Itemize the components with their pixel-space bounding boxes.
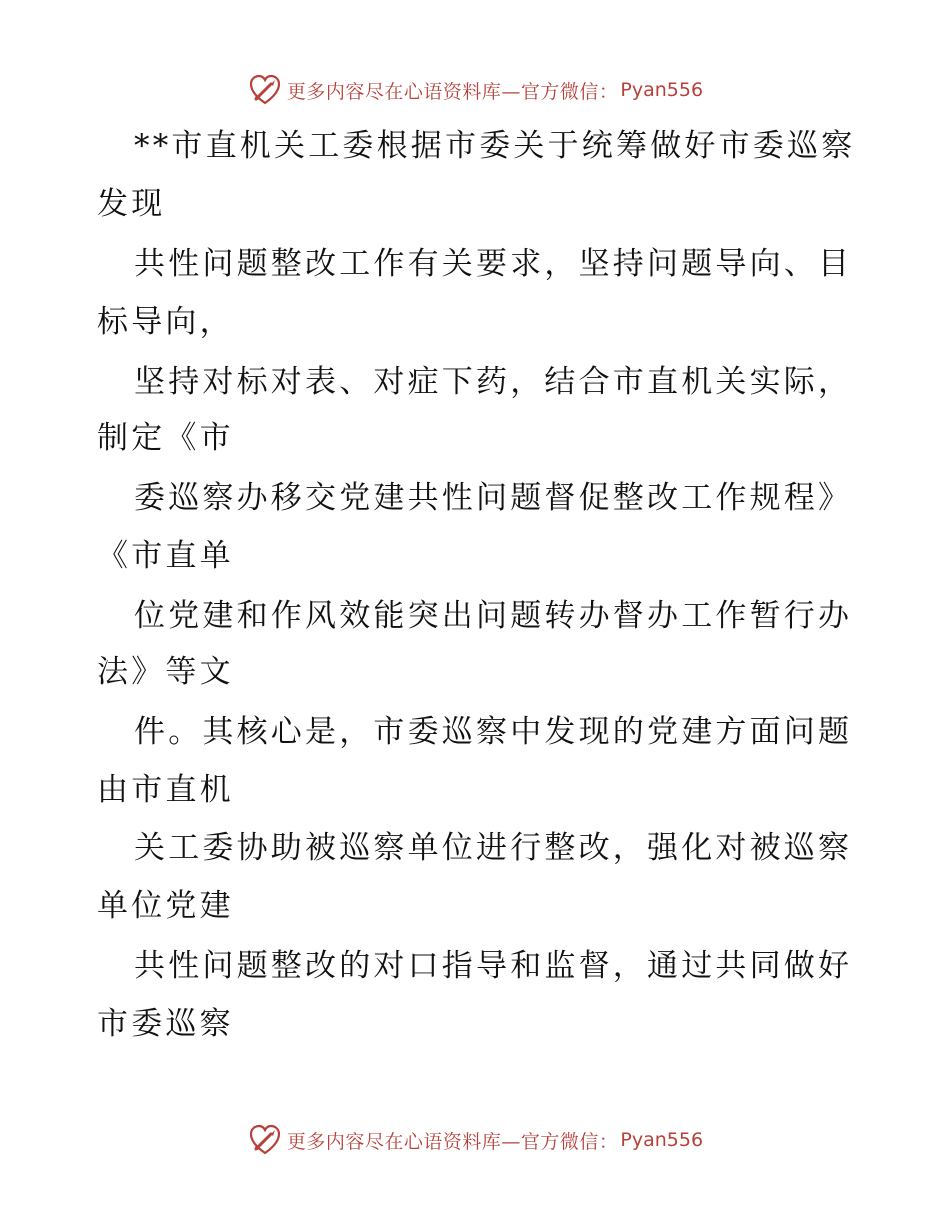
paragraph-line: 由市直机 [97, 772, 234, 808]
heart-pen-logo-icon [247, 1122, 283, 1158]
paragraph-line: 件。其核心是，市委巡察中发现的党建方面问题 [134, 714, 853, 750]
footer-watermark [0, 1120, 950, 1160]
heart-pen-logo-icon [247, 72, 283, 108]
watermark-text: 更多内容尽在心语资料库—官方微信： [286, 80, 619, 103]
paragraph-line: 单位党建 [97, 888, 234, 924]
paragraph-line: 法》等文 [97, 654, 234, 690]
watermark-handle: Pyan556 [620, 79, 704, 101]
paragraph-line: 《市直单 [97, 538, 234, 574]
paragraph-line: **市直机关工委根据市委关于统筹做好市委巡察 [134, 128, 856, 164]
paragraph-line: 坚持对标对表、对症下药，结合市直机关实际， [134, 364, 853, 400]
paragraph-line: 发现 [97, 186, 166, 222]
paragraph-line: 制定《市 [97, 420, 234, 456]
watermark-handle: Pyan556 [620, 1129, 704, 1151]
paragraph-line: 委巡察办移交党建共性问题督促整改工作规程》 [134, 480, 853, 516]
paragraph-line: 关工委协助被巡察单位进行整改，强化对被巡察 [134, 830, 853, 866]
paragraph-line: 市委巡察 [97, 1006, 234, 1042]
paragraph-line: 共性问题整改工作有关要求，坚持问题导向、目 [134, 246, 853, 282]
header-watermark [0, 70, 950, 110]
watermark-text: 更多内容尽在心语资料库—官方微信： [286, 1130, 619, 1153]
paragraph-line: 标导向， [97, 304, 234, 340]
paragraph-line: 位党建和作风效能突出问题转办督办工作暂行办 [134, 598, 853, 634]
paragraph-line: 共性问题整改的对口指导和监督，通过共同做好 [134, 948, 853, 984]
